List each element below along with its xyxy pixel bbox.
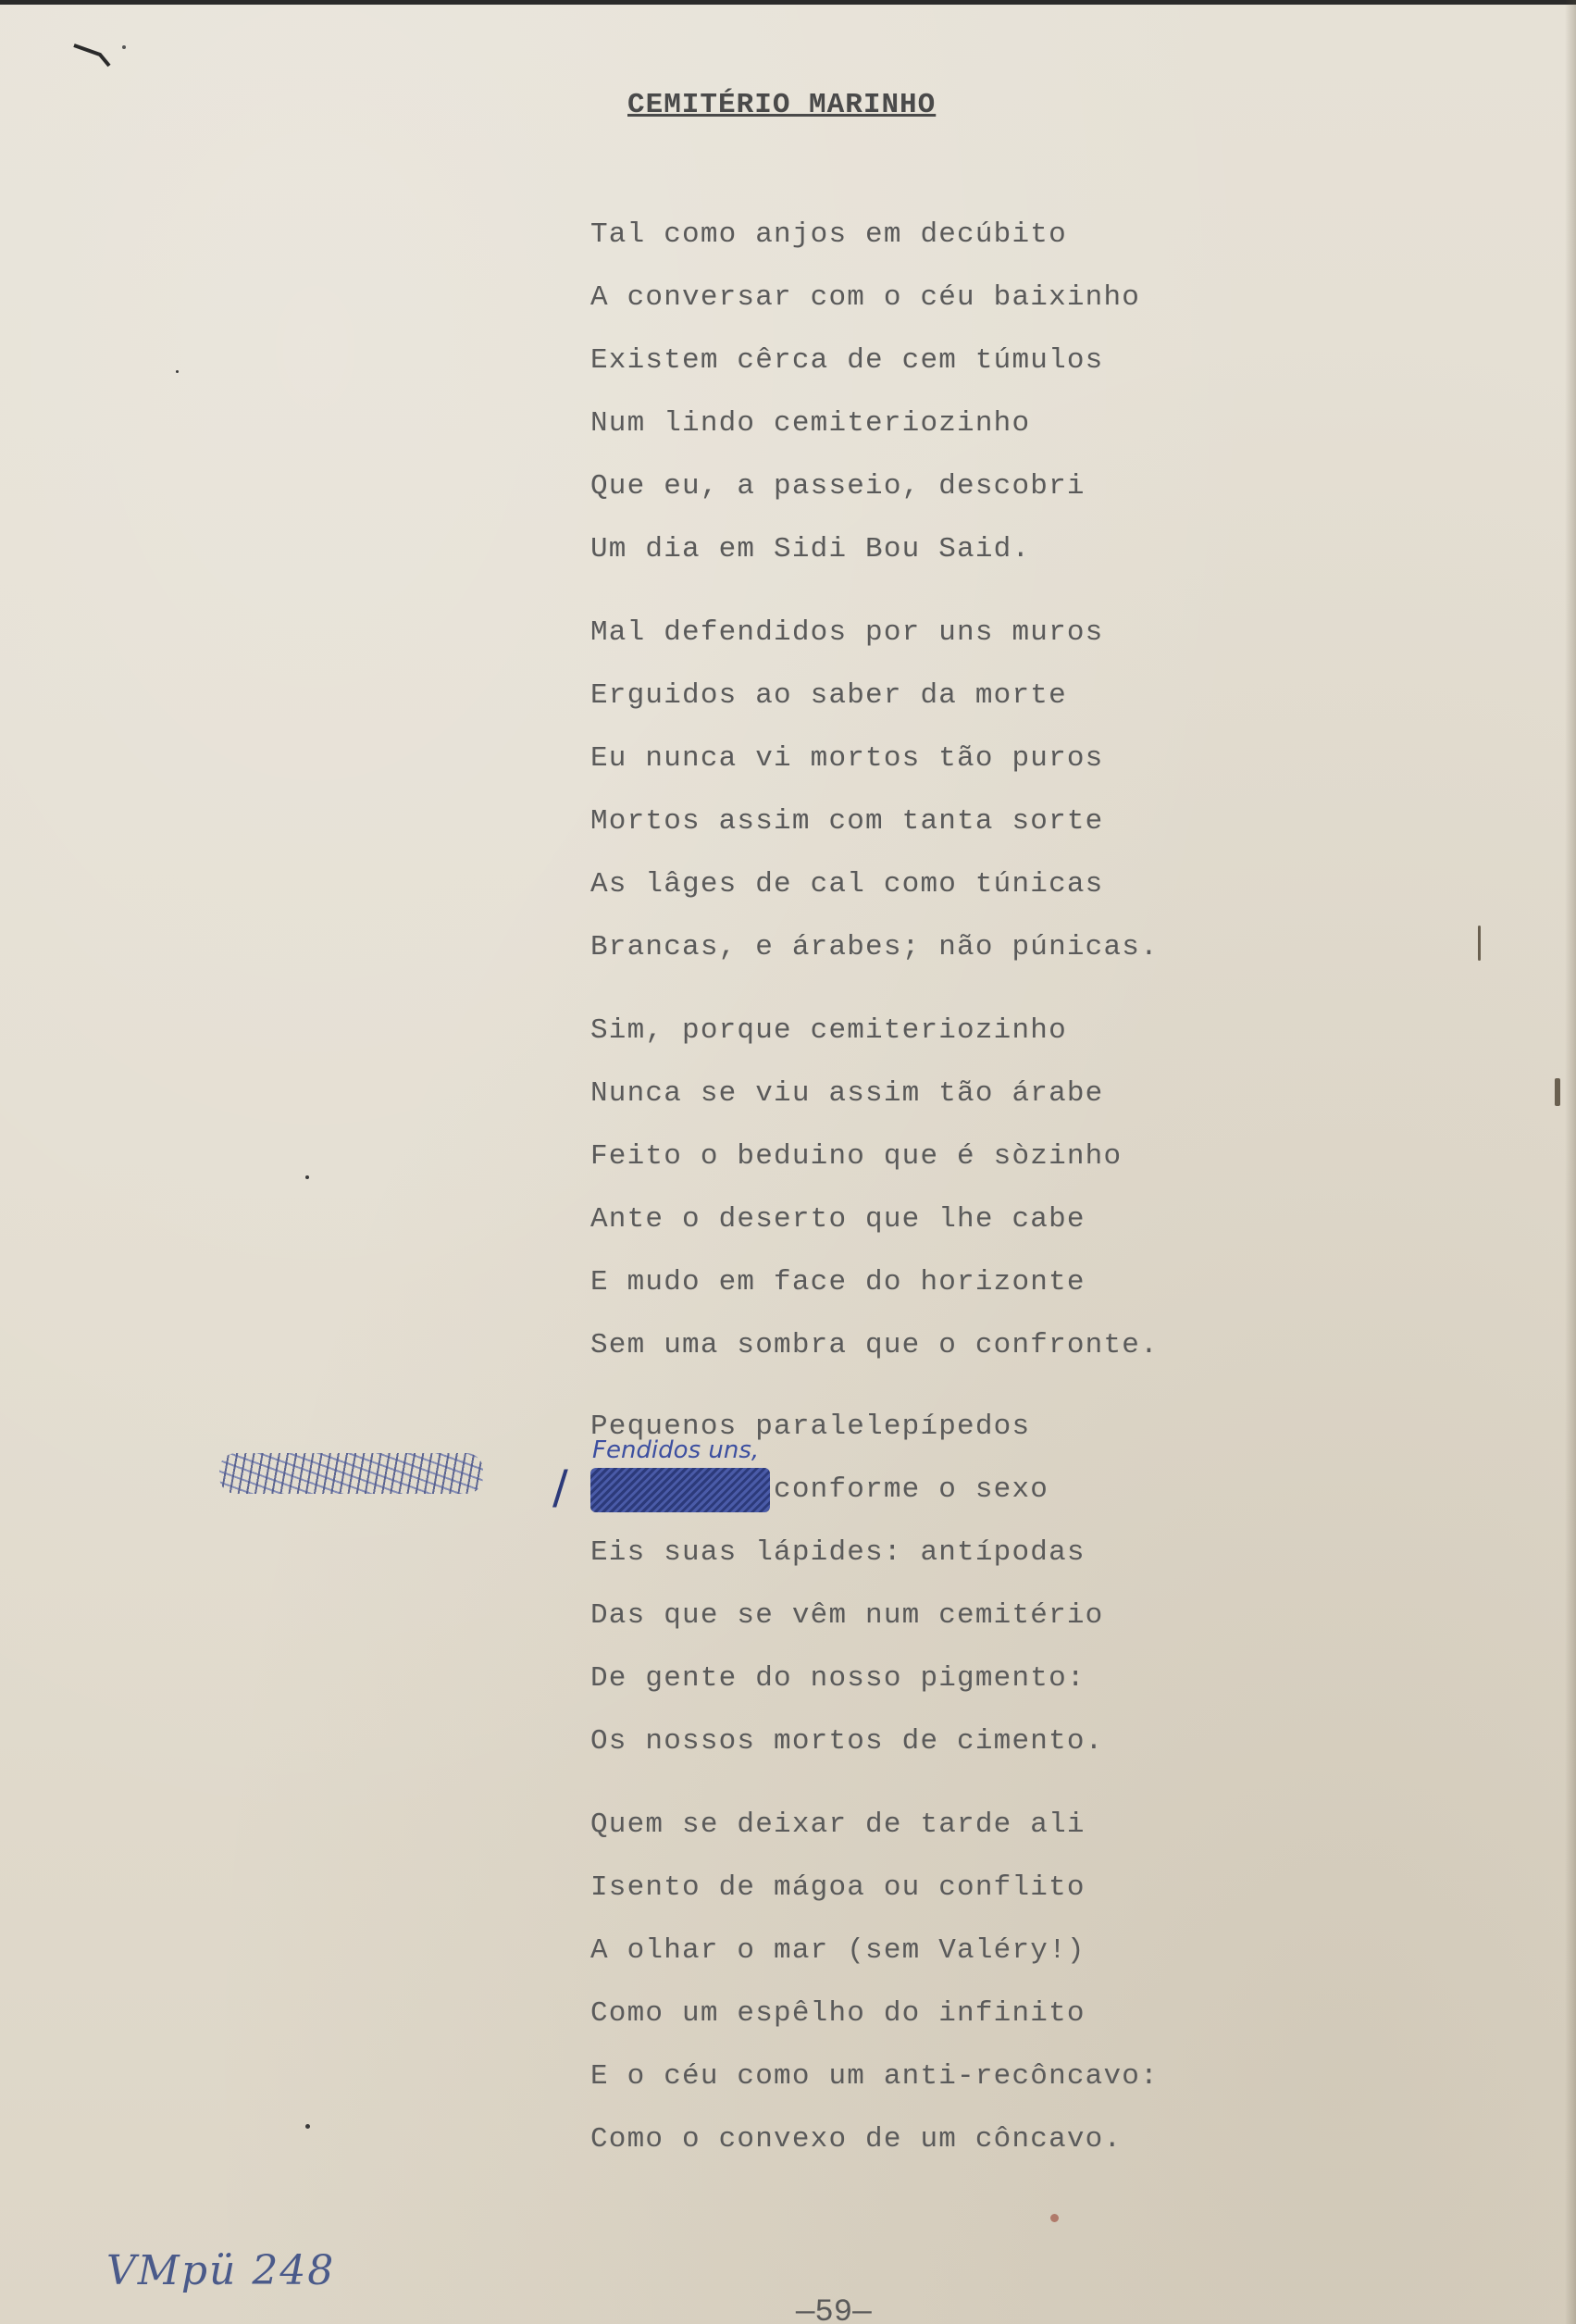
poem-line: De gente do nosso pigmento: bbox=[590, 1662, 1086, 1695]
poem-line: Quem se deixar de tarde ali bbox=[590, 1808, 1086, 1841]
paper-stain bbox=[1050, 2214, 1059, 2222]
poem-line: Como um espêlho do infinito bbox=[590, 1997, 1086, 2030]
poem-line: Brancas, e árabes; não púnicas. bbox=[590, 931, 1159, 963]
poem-line: Feito o beduino que é sòzinho bbox=[590, 1140, 1123, 1173]
poem-line: Tal como anjos em decúbito bbox=[590, 218, 1067, 251]
poem-line: Nunca se viu assim tão árabe bbox=[590, 1077, 1104, 1110]
poem-line: Os nossos mortos de cimento. bbox=[590, 1725, 1104, 1758]
poem-line: Sem uma sombra que o confronte. bbox=[590, 1329, 1159, 1361]
poem-line: Mortos assim com tanta sorte bbox=[590, 805, 1104, 838]
poem-line-tail: conforme o sexo bbox=[774, 1473, 1049, 1506]
poem-line: Existem cêrca de cem túmulos bbox=[590, 344, 1104, 377]
paper-tear-mark bbox=[1555, 1078, 1560, 1106]
poem-line: Eis suas lápides: antípodas bbox=[590, 1536, 1086, 1569]
stanza-3 bbox=[590, 1000, 1159, 1377]
poem-line: A conversar com o céu baixinho bbox=[590, 281, 1141, 314]
stanza-1 bbox=[590, 204, 1140, 581]
handwritten-correction: Fendidos uns, bbox=[592, 1436, 760, 1464]
top-edge-line bbox=[0, 0, 1576, 5]
poem-line: Isento de mágoa ou conflito bbox=[590, 1871, 1086, 1904]
poem-line: A olhar o mar (sem Valéry!) bbox=[590, 1934, 1086, 1967]
poem-line: E mudo em face do horizonte bbox=[590, 1266, 1086, 1299]
corner-pencil-mark-icon bbox=[72, 42, 128, 69]
poem-line: Sim, porque cemiteriozinho bbox=[590, 1014, 1067, 1047]
struck-out-word bbox=[590, 1459, 774, 1522]
paper-speck bbox=[176, 370, 179, 373]
poem-line-corrected bbox=[590, 1459, 1104, 1522]
poem-line: Pequenos paralelepípedos bbox=[590, 1411, 1031, 1443]
poem-line: Das que se vêm num cemitério bbox=[590, 1599, 1104, 1632]
poem-line: Mal defendidos por uns muros bbox=[590, 616, 1104, 649]
page-number: —59— bbox=[796, 2295, 872, 2324]
handwritten-slash-mark: / bbox=[552, 1460, 568, 1514]
right-edge-shadow bbox=[1565, 0, 1576, 2324]
poem-line: Como o convexo de um côncavo. bbox=[590, 2123, 1123, 2156]
margin-scribble-mark bbox=[219, 1453, 483, 1494]
poem-line: As lâges de cal como túnicas bbox=[590, 868, 1104, 901]
poem-line: Erguidos ao saber da morte bbox=[590, 679, 1067, 712]
paper-tear-mark bbox=[1478, 926, 1481, 961]
stanza-5 bbox=[590, 1794, 1159, 2171]
poem-line: Ante o deserto que lhe cabe bbox=[590, 1203, 1086, 1236]
poem-line: Um dia em Sidi Bou Said. bbox=[590, 533, 1031, 565]
poem-line: Eu nunca vi mortos tão puros bbox=[590, 742, 1104, 775]
paper-speck bbox=[305, 1175, 309, 1179]
poem-line: Que eu, a passeio, descobri bbox=[590, 470, 1086, 503]
stanza-2 bbox=[590, 602, 1159, 979]
poem-title: CEMITÉRIO MARINHO bbox=[627, 89, 937, 121]
archive-shelfmark: VMpü 248 bbox=[106, 2247, 336, 2294]
poem-line: Num lindo cemiteriozinho bbox=[590, 407, 1031, 440]
poem-line: E o céu como um anti-recôncavo: bbox=[590, 2060, 1159, 2093]
paper-speck bbox=[305, 2124, 310, 2129]
